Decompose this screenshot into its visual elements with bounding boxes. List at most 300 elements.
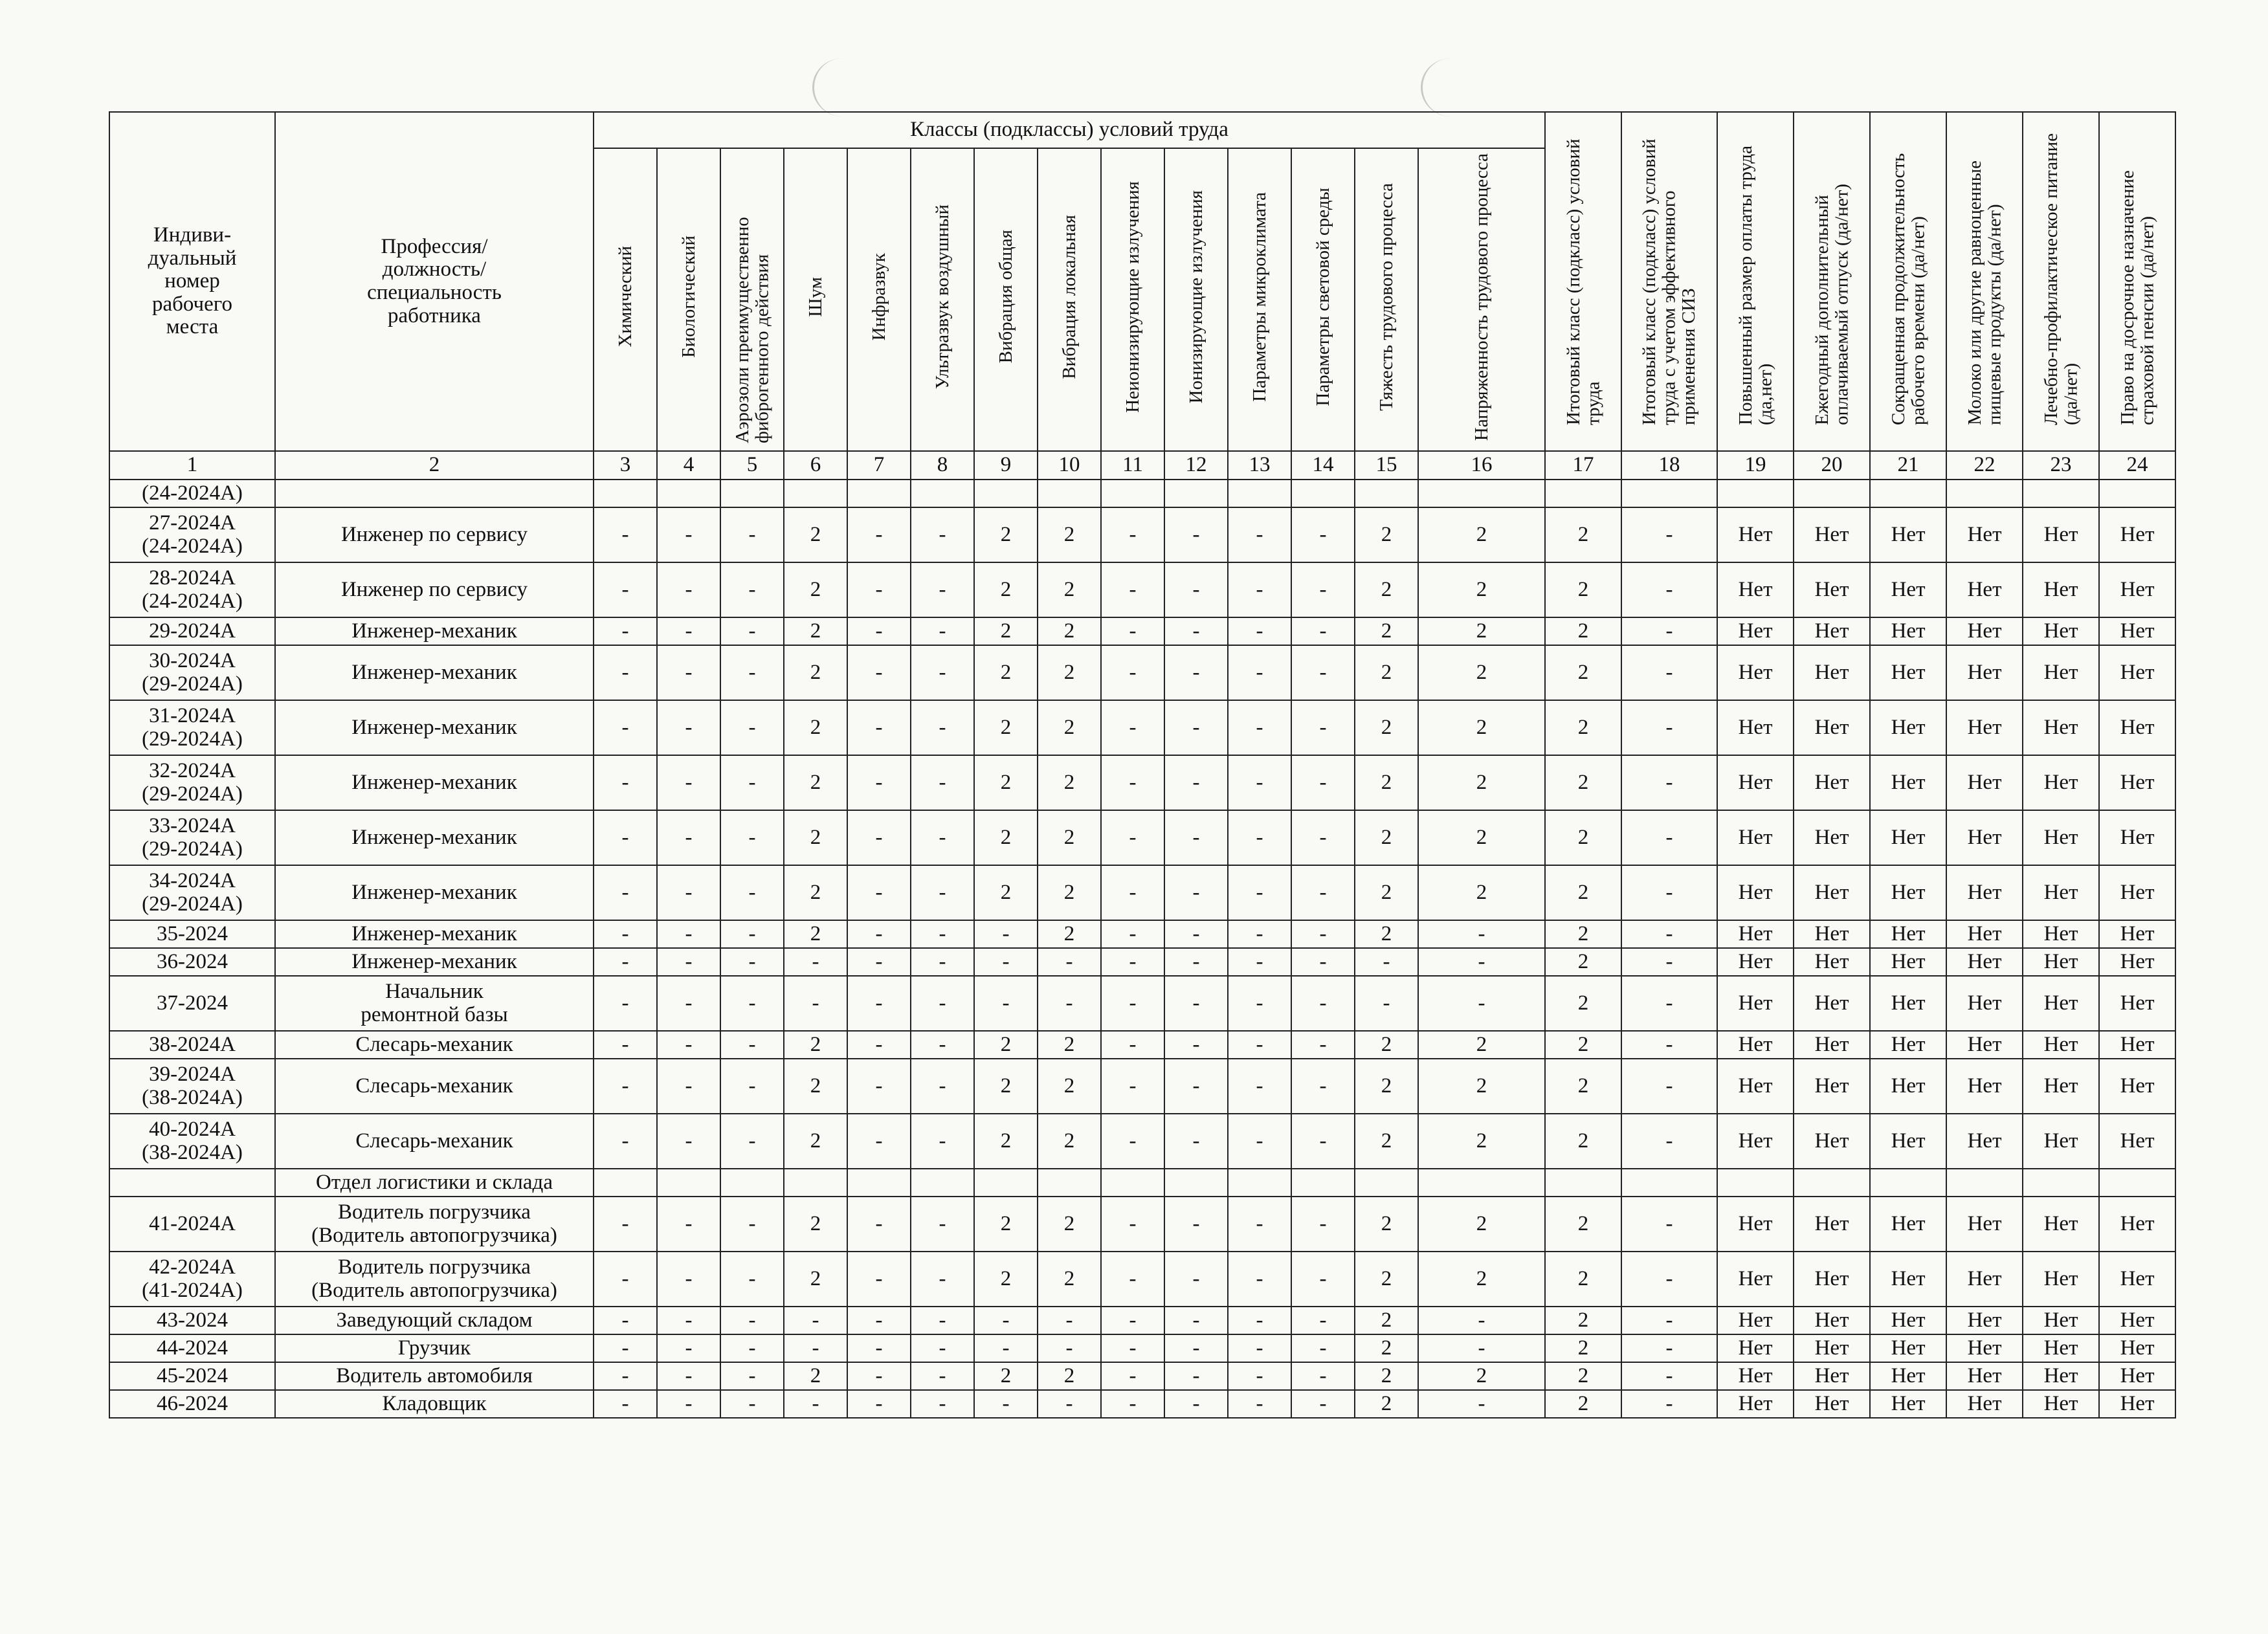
class-value-col-24: Нет [2099,700,2175,755]
header-tail-text: Молоко или другие равноценные пищевые продукты (да/нет) [1964,160,2005,425]
class-value-col-15: 2 [1355,562,1418,617]
class-value-col-3: - [594,1059,657,1114]
class-value-col-7: - [847,865,911,920]
table-row [109,865,2175,920]
class-value-col-21: Нет [1870,810,1946,865]
class-value-col-22: Нет [1946,920,2023,948]
column-number: 10 [1038,451,1101,480]
class-value-col-14: - [1291,1307,1355,1334]
class-value-col-23: Нет [2023,810,2099,865]
class-value-col-5: - [720,700,784,755]
class-value-col-14: - [1291,865,1355,920]
header-factor-text: Напряженность трудового процесса [1471,153,1492,441]
class-value-col-15: 2 [1355,507,1418,562]
class-value-col-24: Нет [2099,1307,2175,1334]
class-value-col-15: 2 [1355,1334,1418,1362]
class-value-col-10: 2 [1038,562,1101,617]
class-value-col-14: - [1291,617,1355,645]
class-value-col-13: - [1228,645,1291,700]
table-row [109,1390,2175,1418]
class-value-col-8: - [911,865,974,920]
class-value-col-7: - [847,1031,911,1059]
header-factor-text: Биологический [678,236,699,359]
class-value-col-16: 2 [1418,810,1545,865]
class-value-col-16: 2 [1418,1059,1545,1114]
class-value-col-22: Нет [1946,1031,2023,1059]
class-value-col-16: - [1418,1307,1545,1334]
empty-cell [974,1169,1038,1197]
class-value-col-3 [594,480,657,507]
class-value-col-14: - [1291,1334,1355,1362]
class-value-col-7: - [847,1390,911,1418]
class-value-col-19: Нет [1717,1197,1794,1252]
class-value-col-9: 2 [974,1031,1038,1059]
table-row [109,1362,2175,1390]
class-value-col-18: - [1621,1390,1717,1418]
class-value-col-17: 2 [1545,755,1621,810]
class-value-col-16: - [1418,976,1545,1031]
class-value-col-6: - [784,1390,847,1418]
class-value-col-13: - [1228,1197,1291,1252]
empty-cell [1946,1169,2023,1197]
column-number: 1 [109,451,275,480]
class-value-col-21: Нет [1870,1390,1946,1418]
header-tail-24 [2099,112,2175,451]
class-value-col-9 [974,480,1038,507]
class-value-col-18: - [1621,1362,1717,1390]
class-value-col-5: - [720,1307,784,1334]
class-value-col-13 [1228,480,1291,507]
class-value-col-11: - [1101,948,1164,976]
class-value-col-5: - [720,810,784,865]
class-value-col-18: - [1621,1059,1717,1114]
class-value-col-6: - [784,1307,847,1334]
class-value-col-14: - [1291,1114,1355,1169]
class-value-col-10: 2 [1038,645,1101,700]
class-value-col-23: Нет [2023,1334,2099,1362]
class-value-col-10: 2 [1038,1114,1101,1169]
class-value-col-3: - [594,617,657,645]
class-value-col-13: - [1228,1334,1291,1362]
class-value-col-22: Нет [1946,562,2023,617]
class-value-col-16: 2 [1418,1197,1545,1252]
class-value-col-20: Нет [1794,1252,1870,1307]
class-value-col-10: 2 [1038,507,1101,562]
class-value-col-14 [1291,480,1355,507]
class-value-col-23: Нет [2023,645,2099,700]
class-value-col-22: Нет [1946,1114,2023,1169]
class-value-col-22: Нет [1946,700,2023,755]
class-value-col-11: - [1101,1307,1164,1334]
class-value-col-24: Нет [2099,1390,2175,1418]
class-value-col-8: - [911,617,974,645]
class-value-col-23: Нет [2023,1390,2099,1418]
table-body [109,480,2175,1418]
class-value-col-23: Нет [2023,1362,2099,1390]
class-value-col-15 [1355,480,1418,507]
column-number: 18 [1621,451,1717,480]
class-value-col-7: - [847,1252,911,1307]
class-value-col-4: - [657,700,720,755]
workplace-id: (24-2024А) [109,480,275,507]
empty-cell [1228,1169,1291,1197]
workplace-id: 39-2024А (38-2024А) [109,1059,275,1114]
empty-cell [911,1169,974,1197]
class-value-col-12: - [1164,1031,1228,1059]
header-factor-text: Параметры световой среды [1312,187,1333,406]
class-value-col-9: 2 [974,1059,1038,1114]
class-value-col-22: Нет [1946,1307,2023,1334]
class-value-col-13: - [1228,810,1291,865]
class-value-col-24: Нет [2099,1114,2175,1169]
workplace-id: 33-2024А (29-2024А) [109,810,275,865]
class-value-col-19: Нет [1717,1252,1794,1307]
class-value-col-16: - [1418,1390,1545,1418]
class-value-col-21: Нет [1870,507,1946,562]
class-value-col-20: Нет [1794,1114,1870,1169]
class-value-col-20: Нет [1794,1059,1870,1114]
class-value-col-23: Нет [2023,617,2099,645]
class-value-col-22: Нет [1946,948,2023,976]
punch-hole-mark [812,58,873,116]
class-value-col-3: - [594,1031,657,1059]
class-value-col-22: Нет [1946,810,2023,865]
class-value-col-15: 2 [1355,1307,1418,1334]
class-value-col-15: 2 [1355,810,1418,865]
class-value-col-13: - [1228,1390,1291,1418]
class-value-col-17: 2 [1545,810,1621,865]
class-value-col-16: 2 [1418,507,1545,562]
section-title: Отдел логистики и склада [275,1169,594,1197]
class-value-col-20: Нет [1794,865,1870,920]
class-value-col-6: 2 [784,645,847,700]
class-value-col-17 [1545,480,1621,507]
header-factor-text: Химический [614,246,636,348]
class-value-col-12: - [1164,1197,1228,1252]
table-row [109,562,2175,617]
class-value-col-17: 2 [1545,1252,1621,1307]
table-header [109,112,2175,480]
class-value-col-12: - [1164,1390,1228,1418]
class-value-col-9: 2 [974,1197,1038,1252]
class-value-col-4: - [657,1031,720,1059]
class-value-col-17: 2 [1545,1031,1621,1059]
class-value-col-7: - [847,976,911,1031]
class-value-col-4: - [657,1362,720,1390]
class-value-col-5: - [720,920,784,948]
class-value-col-7: - [847,617,911,645]
class-value-col-10 [1038,480,1101,507]
class-value-col-4: - [657,1390,720,1418]
class-value-col-18: - [1621,1307,1717,1334]
class-value-col-6: 2 [784,562,847,617]
class-value-col-21: Нет [1870,865,1946,920]
class-value-col-10: 2 [1038,755,1101,810]
header-factor-4 [657,148,720,451]
class-value-col-15: 2 [1355,1031,1418,1059]
class-value-col-23: Нет [2023,865,2099,920]
class-value-col-5: - [720,1114,784,1169]
profession: Начальник ремонтной базы [275,976,594,1031]
workplace-id: 30-2024А (29-2024А) [109,645,275,700]
class-value-col-3: - [594,810,657,865]
class-value-col-10: 2 [1038,865,1101,920]
class-value-col-7: - [847,755,911,810]
class-value-col-13: - [1228,948,1291,976]
table-row [109,948,2175,976]
class-value-col-14: - [1291,1390,1355,1418]
column-number: 13 [1228,451,1291,480]
class-value-col-11: - [1101,1059,1164,1114]
class-value-col-16: 2 [1418,1252,1545,1307]
class-value-col-19: Нет [1717,1334,1794,1362]
header-factor-text: Аэрозоли преимущественно фиброгенного действия [731,216,772,443]
class-value-col-20: Нет [1794,976,1870,1031]
class-value-col-23: Нет [2023,507,2099,562]
column-number: 16 [1418,451,1545,480]
class-value-col-3: - [594,1252,657,1307]
header-tail-18 [1621,112,1717,451]
class-value-col-19: Нет [1717,562,1794,617]
header-workplace-number-text: Индиви- дуальный номер рабочего места [148,223,237,339]
class-value-col-18: - [1621,507,1717,562]
class-value-col-18: - [1621,920,1717,948]
class-value-col-4: - [657,755,720,810]
class-value-col-23: Нет [2023,1252,2099,1307]
class-value-col-24: Нет [2099,1197,2175,1252]
profession: Слесарь-механик [275,1031,594,1059]
column-number: 11 [1101,451,1164,480]
class-value-col-18: - [1621,865,1717,920]
class-value-col-11: - [1101,507,1164,562]
class-value-col-18: - [1621,1114,1717,1169]
class-value-col-6: - [784,976,847,1031]
class-value-col-5: - [720,976,784,1031]
class-value-col-15: 2 [1355,1390,1418,1418]
class-value-col-3: - [594,976,657,1031]
header-factor-11 [1101,148,1164,451]
class-value-col-11: - [1101,1197,1164,1252]
class-value-col-19: Нет [1717,1362,1794,1390]
class-value-col-6: 2 [784,507,847,562]
class-value-col-5: - [720,1059,784,1114]
class-value-col-17: 2 [1545,976,1621,1031]
profession: Инженер по сервису [275,507,594,562]
class-value-col-12: - [1164,920,1228,948]
class-value-col-3: - [594,1114,657,1169]
class-value-col-4: - [657,507,720,562]
class-value-col-22: Нет [1946,865,2023,920]
header-factor-9 [974,148,1038,451]
class-value-col-11: - [1101,700,1164,755]
class-value-col-17: 2 [1545,1114,1621,1169]
profession: Инженер-механик [275,920,594,948]
class-value-col-16: 2 [1418,755,1545,810]
empty-cell [1038,1169,1101,1197]
working-conditions-table [109,111,2176,1419]
class-value-col-16: - [1418,948,1545,976]
class-value-col-23: Нет [2023,976,2099,1031]
class-value-col-14: - [1291,562,1355,617]
class-value-col-7 [847,480,911,507]
class-value-col-13: - [1228,700,1291,755]
class-value-col-19: Нет [1717,1059,1794,1114]
class-value-col-19: Нет [1717,1390,1794,1418]
class-value-col-12: - [1164,1362,1228,1390]
class-value-col-7: - [847,1059,911,1114]
table-row [109,617,2175,645]
workplace-id: 34-2024А (29-2024А) [109,865,275,920]
empty-cell [2023,1169,2099,1197]
class-value-col-9: 2 [974,645,1038,700]
header-profession-text: Профессия/ должность/ специальность работника [367,234,502,327]
class-value-col-4 [657,480,720,507]
class-value-col-18 [1621,480,1717,507]
class-value-col-15: - [1355,948,1418,976]
column-number: 8 [911,451,974,480]
class-value-col-19: Нет [1717,865,1794,920]
class-value-col-19: Нет [1717,1307,1794,1334]
class-value-col-11: - [1101,920,1164,948]
class-value-col-14: - [1291,1197,1355,1252]
class-value-col-21: Нет [1870,755,1946,810]
class-value-col-18: - [1621,645,1717,700]
header-tail-text: Право на досрочное назначение страховой пенсии (да/нет) [2117,170,2158,425]
table-row [109,507,2175,562]
column-number: 14 [1291,451,1355,480]
class-value-col-3: - [594,645,657,700]
column-number: 20 [1794,451,1870,480]
class-value-col-12: - [1164,948,1228,976]
class-value-col-21: Нет [1870,562,1946,617]
class-value-col-21: Нет [1870,1197,1946,1252]
class-value-col-24: Нет [2099,810,2175,865]
workplace-id: 37-2024 [109,976,275,1031]
empty-cell [847,1169,911,1197]
class-value-col-13: - [1228,507,1291,562]
class-value-col-6: 2 [784,1059,847,1114]
class-value-col-10: - [1038,1307,1101,1334]
profession: Кладовщик [275,1390,594,1418]
class-value-col-4: - [657,1334,720,1362]
class-value-col-4: - [657,976,720,1031]
class-value-col-3: - [594,1334,657,1362]
class-value-col-22: Нет [1946,1252,2023,1307]
class-value-col-7: - [847,1114,911,1169]
class-value-col-23: Нет [2023,948,2099,976]
class-value-col-13: - [1228,1059,1291,1114]
class-value-col-5: - [720,645,784,700]
empty-cell [1545,1169,1621,1197]
class-value-col-16: 2 [1418,1114,1545,1169]
class-value-col-17: 2 [1545,700,1621,755]
class-value-col-15: 2 [1355,1252,1418,1307]
profession: Инженер-механик [275,810,594,865]
class-value-col-6: 2 [784,700,847,755]
class-value-col-24: Нет [2099,1031,2175,1059]
class-value-col-14: - [1291,1252,1355,1307]
table-row [109,755,2175,810]
empty-cell [1717,1169,1794,1197]
class-value-col-20: Нет [1794,617,1870,645]
table-row [109,1031,2175,1059]
class-value-col-20: Нет [1794,755,1870,810]
class-value-col-6: - [784,948,847,976]
class-value-col-18: - [1621,1197,1717,1252]
class-value-col-7: - [847,920,911,948]
header-factor-text: Ультразвук воздушный [931,204,953,390]
class-value-col-8: - [911,1362,974,1390]
class-value-col-6: 2 [784,1252,847,1307]
class-value-col-20: Нет [1794,1307,1870,1334]
class-value-col-9: - [974,1334,1038,1362]
header-factor-13 [1228,148,1291,451]
class-value-col-8: - [911,1059,974,1114]
class-value-col-10: - [1038,976,1101,1031]
class-value-col-5: - [720,1197,784,1252]
class-value-col-8: - [911,562,974,617]
header-factor-text: Ионизирующие излучения [1185,190,1206,404]
class-value-col-24 [2099,480,2175,507]
class-value-col-17: 2 [1545,562,1621,617]
class-value-col-16: - [1418,1334,1545,1362]
class-value-col-12: - [1164,865,1228,920]
class-value-col-9: 2 [974,1114,1038,1169]
class-value-col-5: - [720,1390,784,1418]
workplace-id: 35-2024 [109,920,275,948]
header-factor-5 [720,148,784,451]
class-value-col-20: Нет [1794,1197,1870,1252]
class-value-col-11: - [1101,1362,1164,1390]
profession: Слесарь-механик [275,1059,594,1114]
class-value-col-17: 2 [1545,948,1621,976]
class-value-col-4: - [657,865,720,920]
class-value-col-5 [720,480,784,507]
class-value-col-23: Нет [2023,1197,2099,1252]
class-value-col-9: 2 [974,1362,1038,1390]
class-value-col-7: - [847,700,911,755]
class-value-col-14: - [1291,1362,1355,1390]
header-tail-text: Лечебно-профилактическое питание (да/нет) [2040,133,2082,425]
class-value-col-20: Нет [1794,562,1870,617]
table-row [109,810,2175,865]
class-value-col-9: 2 [974,617,1038,645]
class-value-col-3: - [594,1197,657,1252]
class-value-col-8: - [911,920,974,948]
column-number: 4 [657,451,720,480]
empty-cell [1418,1169,1545,1197]
class-value-col-12: - [1164,562,1228,617]
header-tail-21 [1870,112,1946,451]
class-value-col-9: 2 [974,755,1038,810]
section-row [109,1169,2175,1197]
class-value-col-6: 2 [784,755,847,810]
class-value-col-16: 2 [1418,1031,1545,1059]
class-value-col-22: Нет [1946,1197,2023,1252]
header-factor-text: Шум [805,276,826,317]
class-value-col-11: - [1101,1334,1164,1362]
table-row [109,700,2175,755]
column-number: 7 [847,451,911,480]
class-value-col-12: - [1164,1252,1228,1307]
class-value-col-8: - [911,1031,974,1059]
header-conditions-group: Классы (подклассы) условий труда [594,112,1545,148]
class-value-col-23: Нет [2023,1307,2099,1334]
class-value-col-17: 2 [1545,645,1621,700]
workplace-id: 36-2024 [109,948,275,976]
column-number: 2 [275,451,594,480]
class-value-col-8: - [911,1197,974,1252]
